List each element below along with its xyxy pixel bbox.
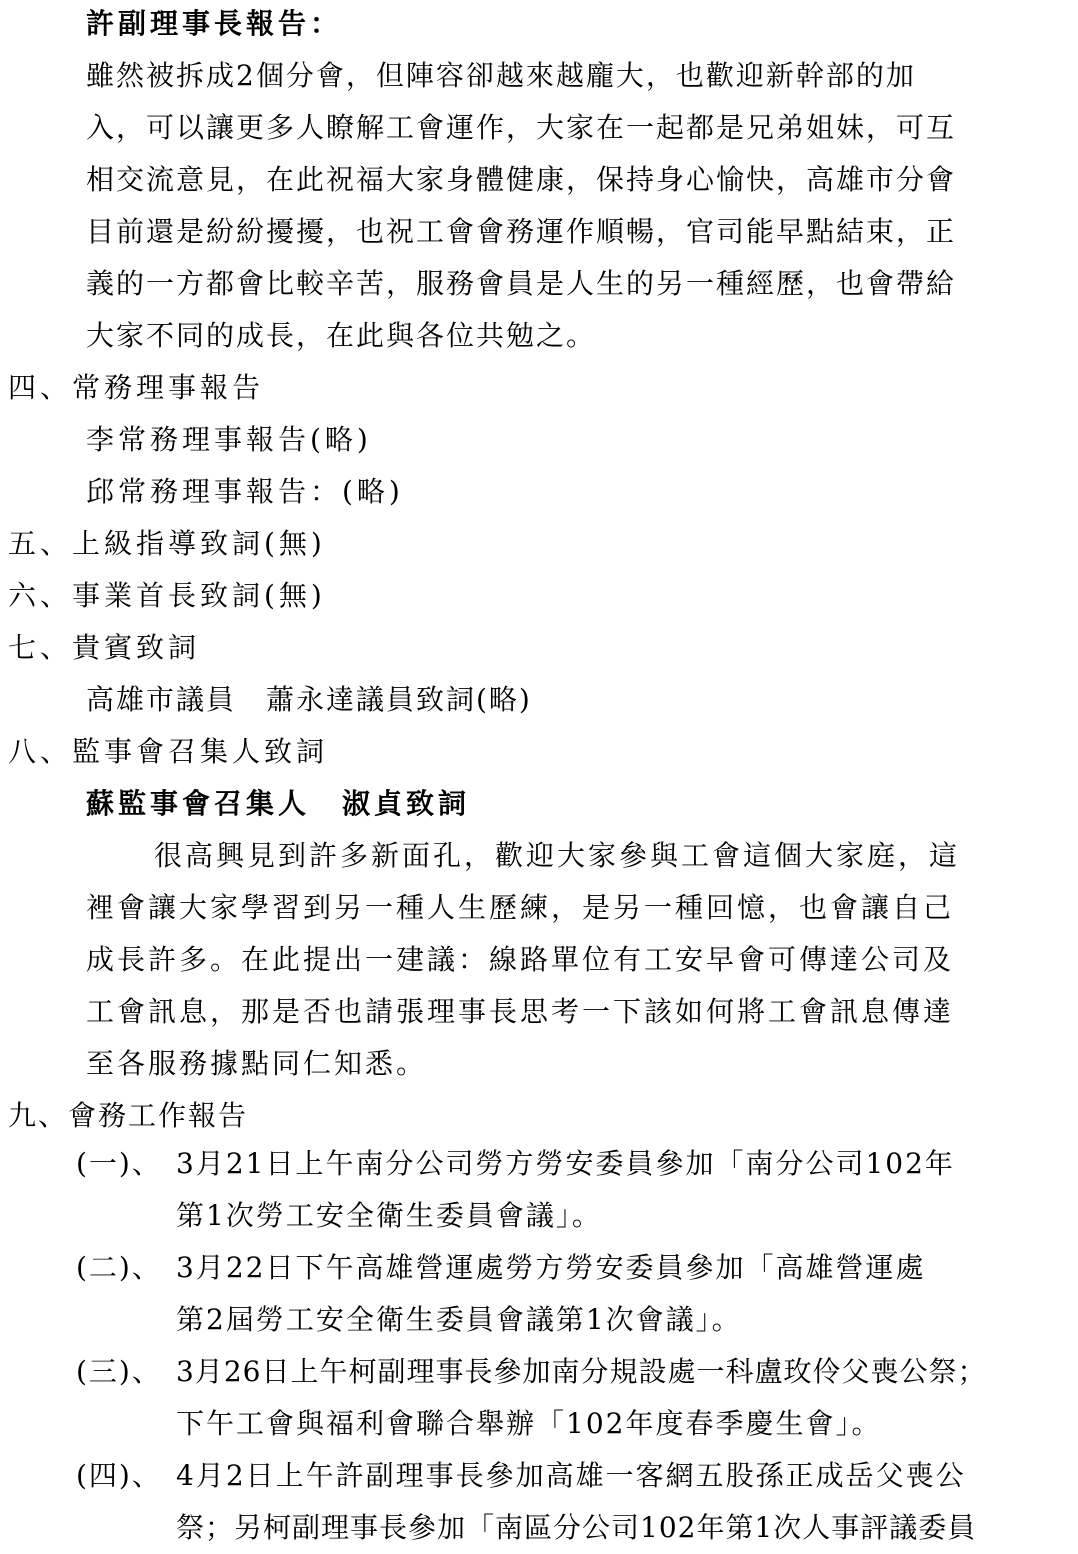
work-report-item-line: 3月21日上午南分公司勞方勞安委員參加「南分公司102年 xyxy=(176,1147,955,1180)
work-report-item-label: (二)、 xyxy=(76,1251,162,1284)
supervisor-speaker-line: 蘇監事會召集人 淑貞致詞 xyxy=(86,787,471,820)
work-report-item-label: (一)、 xyxy=(76,1147,162,1180)
section-7-item: 高雄市議員 蕭永達議員致詞(略) xyxy=(86,683,532,716)
section-heading-4: 四、常務理事報告 xyxy=(8,371,265,404)
section-4-item: 李常務理事報告(略) xyxy=(86,423,372,456)
section-4-item: 邱常務理事報告：(略) xyxy=(86,475,404,508)
work-report-item-label: (四)、 xyxy=(76,1459,162,1492)
supervisor-speech-line: 裡會讓大家學習到另一種人生歷練，是另一種回憶，也會讓自己 xyxy=(86,891,955,924)
work-report-item-line: 3月22日下午高雄營運處勞方勞安委員參加「高雄營運處 xyxy=(176,1251,926,1284)
work-report-item-line: 祭；另柯副理事長參加「南區分公司102年第1次人事評議委員 xyxy=(176,1511,977,1544)
section-heading-5: 五、上級指導致詞(無) xyxy=(8,527,326,560)
section-heading-6: 六、事業首長致詞(無) xyxy=(8,579,326,612)
section-heading-8: 八、監事會召集人致詞 xyxy=(8,735,329,768)
work-report-item-line: 第2屆勞工安全衛生委員會議第1次會議」。 xyxy=(176,1303,742,1336)
vice-chair-report-line: 雖然被拆成2個分會，但陣容卻越來越龐大，也歡迎新幹部的加 xyxy=(86,59,916,92)
work-report-item-line: 第1次勞工安全衛生委員會議」。 xyxy=(176,1199,602,1232)
supervisor-speech-line: 工會訊息，那是否也請張理事長思考一下該如何將工會訊息傳達 xyxy=(86,995,955,1028)
vice-chair-report-line: 大家不同的成長，在此與各位共勉之。 xyxy=(86,319,597,352)
work-report-item-label: (三)、 xyxy=(76,1355,162,1388)
section-heading-9: 九、會務工作報告 xyxy=(8,1099,249,1132)
supervisor-speech-line: 很高興見到許多新面孔，歡迎大家參與工會這個大家庭，這 xyxy=(154,839,961,872)
vice-chair-report-line: 入，可以讓更多人瞭解工會運作，大家在一起都是兄弟姐妹，可互 xyxy=(86,111,957,144)
supervisor-speech-line: 至各服務據點同仁知悉。 xyxy=(86,1047,428,1080)
vice-chair-report-line: 相交流意見，在此祝福大家身體健康，保持身心愉快，高雄市分會 xyxy=(86,163,957,196)
work-report-item-line: 3月26日上午柯副理事長參加南分規設處一科盧玫伶父喪公祭； xyxy=(176,1355,987,1388)
work-report-item-line: 4月2日上午許副理事長參加高雄一客網五股孫正成岳父喪公 xyxy=(176,1459,966,1492)
work-report-item-line: 下午工會與福利會聯合舉辦「102年度春季慶生會」。 xyxy=(176,1407,882,1440)
supervisor-speech-line: 成長許多。在此提出一建議：線路單位有工安早會可傳達公司及 xyxy=(86,943,955,976)
vice-chair-report-line: 目前還是紛紛擾擾，也祝工會會務運作順暢，官司能早點結束，正 xyxy=(86,215,957,248)
vice-chair-report-heading: 許副理事長報告： xyxy=(86,7,343,40)
section-heading-7: 七、貴賓致詞 xyxy=(8,631,201,664)
vice-chair-report-line: 義的一方都會比較辛苦，服務會員是人生的另一種經歷，也會帶給 xyxy=(86,267,957,300)
